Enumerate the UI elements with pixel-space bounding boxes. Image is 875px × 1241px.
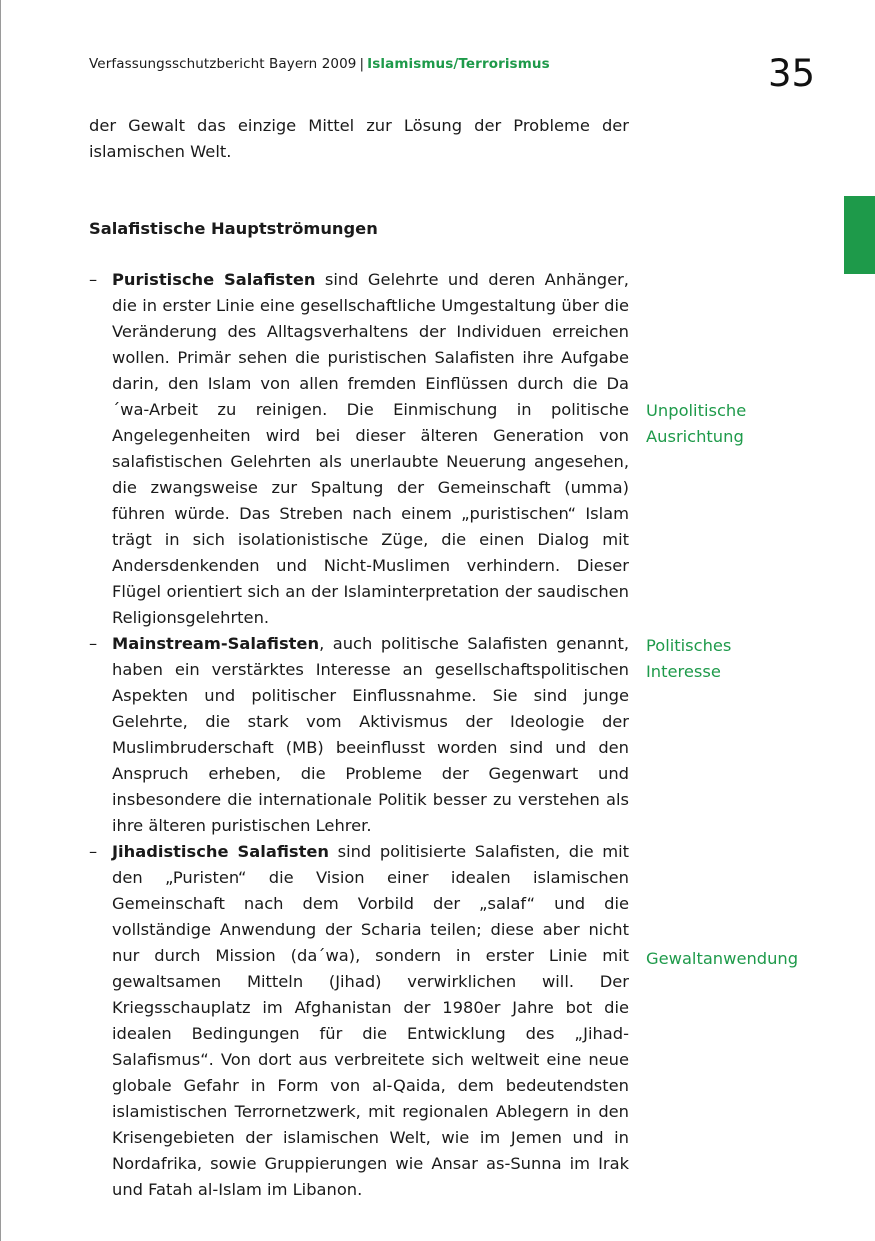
margin-note-line: Ausrichtung: [646, 427, 744, 446]
page-edge: [0, 0, 1, 1241]
margin-note-violence: [646, 946, 846, 972]
list-item-jihadist: [89, 839, 629, 1203]
margin-note-line: Unpolitische: [646, 401, 747, 420]
margin-note-line: Politisches: [646, 636, 732, 655]
list-item-term: Mainstream-Salafisten: [112, 634, 320, 653]
margin-note-political: [646, 633, 846, 685]
intro-paragraph: der Gewalt das einzige Mittel zur Lösung der Probleme der islamischen Welt.: [89, 116, 629, 161]
list-item-text: sind Gelehrte und deren Anhänger, die in erster Linie eine gesellschaftliche Umgestaltung über die Veränderung des Alltagsverhaltens der Individuen erreichen wollen. Primär sehen die puristischen Salafisten ihre Aufgabe darin, den Islam von allen fremden Einflüssen durch die Da´wa-Arbeit zu reinigen. Die Einmischung in politische Angelegenheiten wird bei dieser älteren Generation von salafistischen Gelehrten als unerlaubte Neuerung angesehen, die zwangsweise zur Spaltung der Gemeinschaft (umma) führen würde. Das Streben nach einem „puristischen“ Islam trägt in sich isolationistische Züge, die einen Dialog mit Andersdenkenden und Nicht-Muslimen verhindern. Dieser Flügel orientiert sich an der Islaminterpretation der saudischen Religionsgelehrten.: [112, 270, 629, 627]
margin-note-line: Gewaltanwendung: [646, 949, 799, 968]
list-item-puristic: [89, 267, 629, 631]
salafism-list: [89, 267, 629, 1203]
list-bullet: –: [89, 270, 98, 289]
list-item-term: Jihadistische Salafisten: [112, 842, 330, 861]
section-heading: Salafistische Hauptströmungen: [89, 219, 378, 238]
list-bullet: –: [89, 634, 98, 653]
chapter-tab: [844, 196, 875, 274]
list-item-text: , auch politische Salafisten genannt, haben ein verstärktes Interesse an gesellschaftspolitischen Aspekten und politischer Einflussnahme. Sie sind junge Gelehrte, die stark vom Aktivismus der Ideologie der Muslimbruderschaft (MB) beeinflusst worden sind und den Anspruch erheben, die Probleme der Gegenwart und insbesondere die internationale Politik besser zu verstehen als ihre älteren puristischen Lehrer.: [112, 634, 629, 835]
page-number: 35: [768, 52, 816, 95]
header-separator: |: [359, 56, 365, 72]
margin-note-line: Interesse: [646, 662, 721, 681]
list-bullet: –: [89, 842, 98, 861]
running-header: [89, 56, 550, 72]
section-title: Islamismus/Terrorismus: [367, 56, 550, 72]
list-item-term: Puristische Salafisten: [112, 270, 316, 289]
margin-note-unpolitical: [646, 398, 846, 450]
list-item-mainstream: [89, 631, 629, 839]
list-item-text: sind politisierte Salafisten, die mit den „Puristen“ die Vision einer idealen islamischen Gemeinschaft nach dem Vorbild der „salaf“ und die vollständige Anwendung der Scharia teilen; diese aber nicht nur durch Mission (da´wa), sondern in erster Linie mit gewaltsamen Mitteln (Jihad) verwirklichen will. Der Kriegsschauplatz im Afghanistan der 1980er Jahre bot die idealen Bedingungen für die Entwicklung des „Jihad-Salafismus“. Von dort aus verbreitete sich weltweit eine neue globale Gefahr in Form von al-Qaida, dem bedeutendsten islamistischen Terrornetzwerk, mit regionalen Ablegern in den Krisengebieten der islamischen Welt, wie im Jemen und in Nordafrika, sowie Gruppierungen wie Ansar as-Sunna im Irak und Fatah al-Islam im Libanon.: [112, 842, 629, 1199]
publication-title: Verfassungsschutzbericht Bayern 2009: [89, 56, 357, 72]
